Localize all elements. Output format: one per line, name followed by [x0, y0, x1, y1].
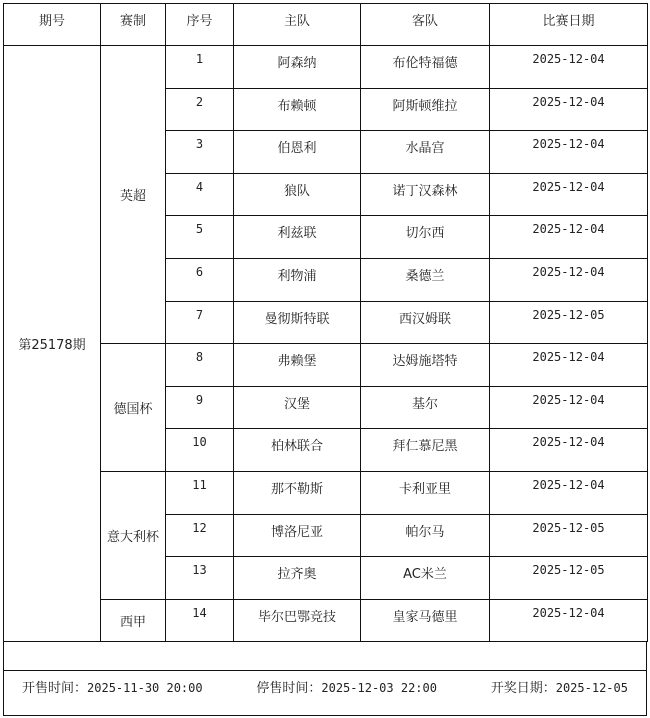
home-team-cell: 弗赖堡 — [234, 344, 361, 387]
match-no-cell: 5 — [166, 216, 234, 259]
away-team-cell: 帕尔马 — [361, 514, 490, 557]
match-date-cell: 2025-12-04 — [490, 258, 648, 301]
match-no-cell: 14 — [166, 599, 234, 642]
match-date-cell: 2025-12-05 — [490, 514, 648, 557]
league-cell: 意大利杯 — [101, 471, 166, 599]
away-team-cell: 皇家马德里 — [361, 599, 490, 642]
table-row — [4, 599, 648, 642]
match-no-cell: 11 — [166, 471, 234, 514]
header-league: 赛制 — [101, 4, 166, 46]
home-team-cell: 狼队 — [234, 173, 361, 216]
away-team-cell: 基尔 — [361, 386, 490, 429]
away-team-cell: 阿斯顿维拉 — [361, 88, 490, 131]
match-no-cell: 10 — [166, 429, 234, 472]
away-team-cell: 西汉姆联 — [361, 301, 490, 344]
match-no-cell: 7 — [166, 301, 234, 344]
home-team-cell: 伯恩利 — [234, 131, 361, 174]
match-date-cell: 2025-12-04 — [490, 599, 648, 642]
away-team-cell: 布伦特福德 — [361, 46, 490, 89]
home-team-cell: 利兹联 — [234, 216, 361, 259]
match-no-cell: 1 — [166, 46, 234, 89]
issue-cell: 第25178期 — [4, 46, 101, 642]
away-team-cell: 拜仁慕尼黑 — [361, 429, 490, 472]
match-no-cell: 8 — [166, 344, 234, 387]
match-date-cell: 2025-12-04 — [490, 471, 648, 514]
match-date-cell: 2025-12-04 — [490, 429, 648, 472]
sale-start-value: 2025-11-30 20:00 — [87, 681, 203, 695]
match-no-cell: 9 — [166, 386, 234, 429]
match-no-cell: 3 — [166, 131, 234, 174]
header-no: 序号 — [166, 4, 234, 46]
match-date-cell: 2025-12-05 — [490, 301, 648, 344]
league-cell: 英超 — [101, 46, 166, 344]
match-no-cell: 12 — [166, 514, 234, 557]
match-date-cell: 2025-12-04 — [490, 386, 648, 429]
home-team-cell: 阿森纳 — [234, 46, 361, 89]
match-table — [3, 3, 648, 642]
table-row — [4, 46, 648, 89]
home-team-cell: 汉堡 — [234, 386, 361, 429]
away-team-cell: 卡利亚里 — [361, 471, 490, 514]
league-cell: 西甲 — [101, 599, 166, 642]
home-team-cell: 利物浦 — [234, 258, 361, 301]
match-date-cell: 2025-12-04 — [490, 131, 648, 174]
match-date-cell: 2025-12-04 — [490, 344, 648, 387]
home-team-cell: 布赖顿 — [234, 88, 361, 131]
home-team-cell: 那不勒斯 — [234, 471, 361, 514]
away-team-cell: 切尔西 — [361, 216, 490, 259]
blank-row — [4, 642, 646, 671]
header-issue: 期号 — [4, 4, 101, 46]
home-team-cell: 曼彻斯特联 — [234, 301, 361, 344]
sale-start — [22, 677, 203, 696]
match-date-cell: 2025-12-04 — [490, 216, 648, 259]
away-team-cell: 桑德兰 — [361, 258, 490, 301]
match-date-cell: 2025-12-05 — [490, 557, 648, 600]
header-away: 客队 — [361, 4, 490, 46]
home-team-cell: 柏林联合 — [234, 429, 361, 472]
match-no-cell: 4 — [166, 173, 234, 216]
away-team-cell: AC米兰 — [361, 557, 490, 600]
away-team-cell: 诺丁汉森林 — [361, 173, 490, 216]
draw-date-label: 开奖日期： — [490, 681, 556, 696]
league-cell: 德国杯 — [101, 344, 166, 472]
home-team-cell: 博洛尼亚 — [234, 514, 361, 557]
match-date-cell: 2025-12-04 — [490, 173, 648, 216]
match-no-cell: 2 — [166, 88, 234, 131]
draw-date-value: 2025-12-05 — [555, 681, 628, 695]
draw-date — [491, 677, 628, 696]
sale-stop-label: 停售时间： — [256, 681, 322, 696]
match-date-cell: 2025-12-04 — [490, 88, 648, 131]
sale-stop-value: 2025-12-03 22:00 — [321, 681, 437, 695]
away-team-cell: 达姆施塔特 — [361, 344, 490, 387]
home-team-cell: 毕尔巴鄂竞技 — [234, 599, 361, 642]
header-home: 主队 — [234, 4, 361, 46]
match-no-cell: 13 — [166, 557, 234, 600]
table-row — [4, 471, 648, 514]
sale-start-label: 开售时间： — [22, 681, 88, 696]
away-team-cell: 水晶宫 — [361, 131, 490, 174]
match-no-cell: 6 — [166, 258, 234, 301]
match-schedule-sheet — [3, 3, 647, 642]
match-date-cell: 2025-12-04 — [490, 46, 648, 89]
table-header-row — [4, 4, 648, 46]
table-row — [4, 344, 648, 387]
sale-info-footer — [3, 642, 647, 716]
sale-stop — [256, 677, 437, 696]
home-team-cell: 拉齐奥 — [234, 557, 361, 600]
header-date: 比赛日期 — [490, 4, 648, 46]
